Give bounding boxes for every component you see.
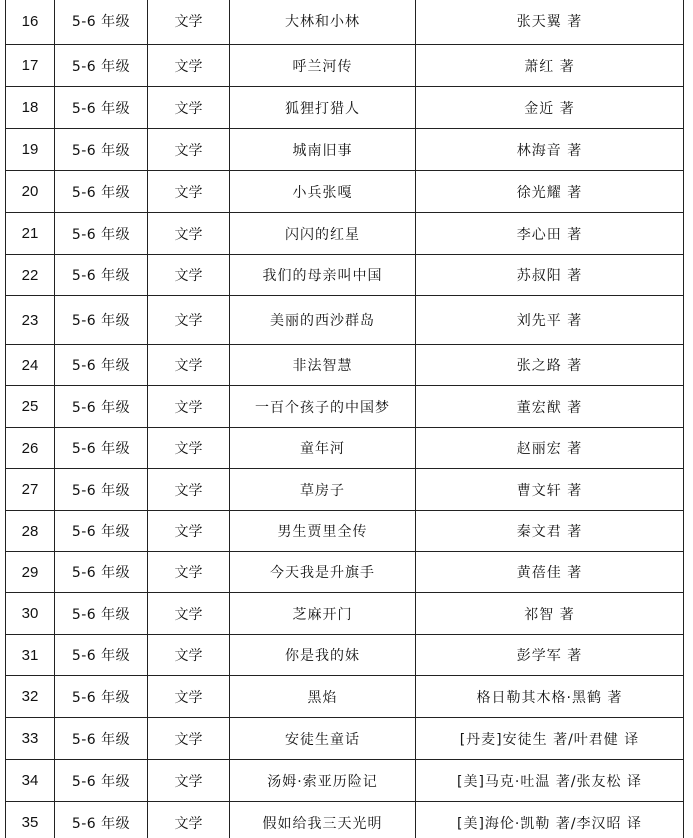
row-number: 26 [6, 428, 55, 469]
book-author: 彭学军 著 [416, 635, 684, 676]
row-number: 18 [6, 87, 55, 129]
book-author: 祁智 著 [416, 593, 684, 635]
grade-level: 5-6 年级 [55, 45, 148, 87]
book-title: 大林和小林 [230, 0, 416, 45]
book-author: 萧红 著 [416, 45, 684, 87]
book-author: 刘先平 著 [416, 296, 684, 345]
grade-level: 5-6 年级 [55, 802, 148, 838]
book-category: 文学 [148, 255, 230, 296]
book-title: 小兵张嘎 [230, 171, 416, 213]
grade-level: 5-6 年级 [55, 213, 148, 255]
table-row [6, 552, 684, 593]
table-row [6, 802, 684, 838]
book-category: 文学 [148, 45, 230, 87]
book-category: 文学 [148, 552, 230, 593]
table-row [6, 171, 684, 213]
row-number: 31 [6, 635, 55, 676]
book-category: 文学 [148, 171, 230, 213]
table-row [6, 718, 684, 760]
book-category: 文学 [148, 718, 230, 760]
book-title: 黑焰 [230, 676, 416, 718]
book-author: 林海音 著 [416, 129, 684, 171]
grade-level: 5-6 年级 [55, 760, 148, 802]
book-list-table [5, 0, 684, 838]
book-title: 我们的母亲叫中国 [230, 255, 416, 296]
table-row [6, 676, 684, 718]
table-row [6, 386, 684, 428]
row-number: 29 [6, 552, 55, 593]
book-author: 金近 著 [416, 87, 684, 129]
table-row [6, 0, 684, 45]
book-category: 文学 [148, 802, 230, 838]
row-number: 21 [6, 213, 55, 255]
row-number: 22 [6, 255, 55, 296]
table-row [6, 635, 684, 676]
book-category: 文学 [148, 386, 230, 428]
book-title: 狐狸打猎人 [230, 87, 416, 129]
grade-level: 5-6 年级 [55, 469, 148, 511]
book-title: 芝麻开门 [230, 593, 416, 635]
book-category: 文学 [148, 511, 230, 552]
book-author: 董宏猷 著 [416, 386, 684, 428]
book-title: 美丽的西沙群岛 [230, 296, 416, 345]
grade-level: 5-6 年级 [55, 0, 148, 45]
book-title: 假如给我三天光明 [230, 802, 416, 838]
table-row [6, 296, 684, 345]
row-number: 19 [6, 129, 55, 171]
row-number: 24 [6, 345, 55, 386]
book-author: 徐光耀 著 [416, 171, 684, 213]
table-row [6, 87, 684, 129]
book-category: 文学 [148, 87, 230, 129]
book-author: [丹麦]安徒生 著/叶君健 译 [416, 718, 684, 760]
book-author: 苏叔阳 著 [416, 255, 684, 296]
book-category: 文学 [148, 296, 230, 345]
book-author: 张之路 著 [416, 345, 684, 386]
row-number: 23 [6, 296, 55, 345]
row-number: 20 [6, 171, 55, 213]
book-title: 男生贾里全传 [230, 511, 416, 552]
row-number: 27 [6, 469, 55, 511]
book-category: 文学 [148, 760, 230, 802]
book-category: 文学 [148, 0, 230, 45]
book-author: 秦文君 著 [416, 511, 684, 552]
grade-level: 5-6 年级 [55, 552, 148, 593]
table-row [6, 255, 684, 296]
grade-level: 5-6 年级 [55, 428, 148, 469]
table-row [6, 469, 684, 511]
row-number: 32 [6, 676, 55, 718]
book-category: 文学 [148, 345, 230, 386]
book-category: 文学 [148, 213, 230, 255]
grade-level: 5-6 年级 [55, 255, 148, 296]
book-title: 呼兰河传 [230, 45, 416, 87]
row-number: 28 [6, 511, 55, 552]
grade-level: 5-6 年级 [55, 593, 148, 635]
row-number: 30 [6, 593, 55, 635]
table-row [6, 593, 684, 635]
book-category: 文学 [148, 635, 230, 676]
book-title: 城南旧事 [230, 129, 416, 171]
book-title: 一百个孩子的中国梦 [230, 386, 416, 428]
grade-level: 5-6 年级 [55, 171, 148, 213]
grade-level: 5-6 年级 [55, 511, 148, 552]
table-row [6, 760, 684, 802]
row-number: 35 [6, 802, 55, 838]
row-number: 25 [6, 386, 55, 428]
grade-level: 5-6 年级 [55, 386, 148, 428]
grade-level: 5-6 年级 [55, 718, 148, 760]
book-author: 李心田 著 [416, 213, 684, 255]
grade-level: 5-6 年级 [55, 676, 148, 718]
row-number: 33 [6, 718, 55, 760]
book-title: 安徒生童话 [230, 718, 416, 760]
table-row [6, 45, 684, 87]
book-author: 黄蓓佳 著 [416, 552, 684, 593]
table-row [6, 129, 684, 171]
book-title: 童年河 [230, 428, 416, 469]
table-row [6, 213, 684, 255]
book-author: 赵丽宏 著 [416, 428, 684, 469]
table-row [6, 428, 684, 469]
grade-level: 5-6 年级 [55, 129, 148, 171]
book-author: [美]海伦·凯勒 著/李汉昭 译 [416, 802, 684, 838]
grade-level: 5-6 年级 [55, 87, 148, 129]
book-title: 非法智慧 [230, 345, 416, 386]
book-title: 今天我是升旗手 [230, 552, 416, 593]
book-category: 文学 [148, 593, 230, 635]
book-author: 格日勒其木格·黑鹤 著 [416, 676, 684, 718]
grade-level: 5-6 年级 [55, 345, 148, 386]
row-number: 34 [6, 760, 55, 802]
book-title: 你是我的妹 [230, 635, 416, 676]
book-category: 文学 [148, 676, 230, 718]
book-title: 草房子 [230, 469, 416, 511]
book-author: 曹文轩 著 [416, 469, 684, 511]
table-row [6, 511, 684, 552]
book-category: 文学 [148, 469, 230, 511]
grade-level: 5-6 年级 [55, 296, 148, 345]
row-number: 16 [6, 0, 55, 45]
grade-level: 5-6 年级 [55, 635, 148, 676]
book-category: 文学 [148, 428, 230, 469]
book-author: [美]马克·吐温 著/张友松 译 [416, 760, 684, 802]
book-category: 文学 [148, 129, 230, 171]
row-number: 17 [6, 45, 55, 87]
book-title: 闪闪的红星 [230, 213, 416, 255]
table-row [6, 345, 684, 386]
book-author: 张天翼 著 [416, 0, 684, 45]
book-title: 汤姆·索亚历险记 [230, 760, 416, 802]
